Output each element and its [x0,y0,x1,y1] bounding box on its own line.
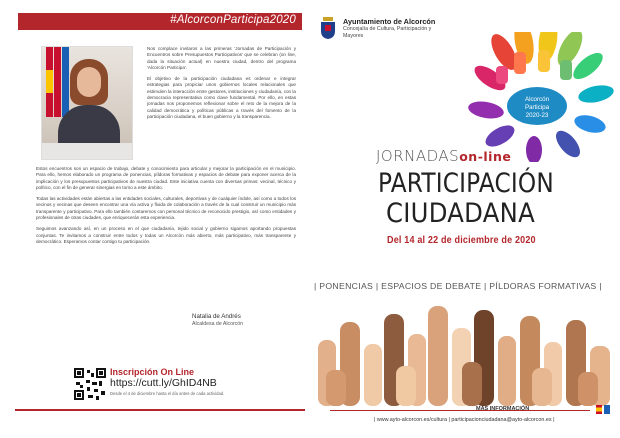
more-info-label: MÁS INFORMACIÓN [476,406,530,412]
letter-paragraph: Nos complace invitaros a las primeras 'Jornadas de Participación y Encuentros sobre Presupuestos Participativos' que se celebran (on line, dada la situación actual) en nuestra ciudad, dentro del programa 'Alcorcón Participa'. [147,46,296,70]
inscription-note: Desde el 4 de diciembre hasta el día antes de cada actividad. [110,391,225,396]
online-word: on-line [459,149,512,164]
flag-eu [62,47,69,117]
right-page [310,0,620,438]
hashtag-text: #AlcorconParticipa2020 [170,14,296,26]
flag-madrid [54,47,61,117]
flag-spain [46,47,53,117]
activity-types: | PONENCIAS | ESPACIOS DE DEBATE | PÍLDORAS FORMATIVAS | [314,281,602,291]
council-department: Concejalía de Cultura, Participación y Mayores [343,26,432,39]
raised-hands-photo [310,300,620,406]
inscription-title: Inscripción On Line [110,367,195,377]
contact-links[interactable]: | www.ayto-alcorcon.es/cultura | participacionciudadana@ayto-alcorcon.es | [374,417,555,423]
letter-intro [147,46,296,125]
divider [15,409,305,411]
divider [330,410,590,411]
title-line-1: PARTICIPACIÓN [378,168,554,199]
mayor-photo [41,46,133,160]
inscription-link[interactable]: https://cutt.ly/GhID4NB [110,377,217,389]
signature-name: Natalia de Andrés [192,313,241,320]
letter-paragraph: Todas las actividades están abiertas a las entidades sociales, culturales, deportivas y de cualquier índole, así como a todos los vecinos y vecinas que deseen encontrar una vía activa y fluida de colaboración a través de la cual construir un municipio más transparente y participativo. Para ello también contaremos con personal técnico de reconocido prestigio, así como entidades y profesionales de otras ciudades, que enriquecerán esta experiencia. [36,196,296,221]
badge-line: Participa [524,104,550,111]
flags-icon [596,405,610,414]
qr-code[interactable] [74,368,106,400]
hashtag-banner [18,13,302,30]
letter-paragraph: Estos encuentros son un espacio de trabajo, debate y conocimiento para articular y mejorar la participación en el municipio. Para ello, hemos elaborado un programa de ponencias, píldoras formativas y espacios de debate para exponer acerca de la implicación y los presupuestos participativos de nuestra ciudad. Este iniciativa cuenta con diversas primas: vecinal, técnico y político, con el fin de generar sinergias en torno a este ámbito. [36,166,296,190]
signature-role: Alcaldesa de Alcorcón [192,321,244,327]
coat-of-arms-icon [320,17,336,39]
badge-line: Alcorcón [524,96,550,103]
letter-paragraph: Seguimos avanzando así, en un proceso en el que ciudadanía, tejido social y gobierno sigamos aportando propuestas conjuntas. Te invitamos a construir entre todos y todas un Alcorcón más abierto, más participativo, más transparente y democrático. Esperamos contar contigo tu participación. [36,226,296,244]
letter-body [36,166,296,250]
letter-paragraph: El objetivo de la participación ciudadana es ordenar e integrar estrategias para propiciar unos gobiernos locales relacionales que estimulen la interacción entre gestores, instituciones y ciudadanía, con la democracia representativa como clave fundamental. Por ello, en estas jornadas nos proponemos reflexionar sobre el reto de la mejora de la calidad democrática y políticas públicas a través del fomento de la participación ciudadana, el buen gobierno y la transparencia. [147,76,296,119]
badge-line: 2020-23 [525,112,549,119]
jornadas-heading [376,147,511,165]
jornadas-word: JORNADAS [376,147,460,165]
event-dates: Del 14 al 22 de diciembre de 2020 [387,234,536,246]
council-name: Ayuntamiento de Alcorcón [343,17,436,26]
title-line-2: CIUDADANA [386,198,535,229]
